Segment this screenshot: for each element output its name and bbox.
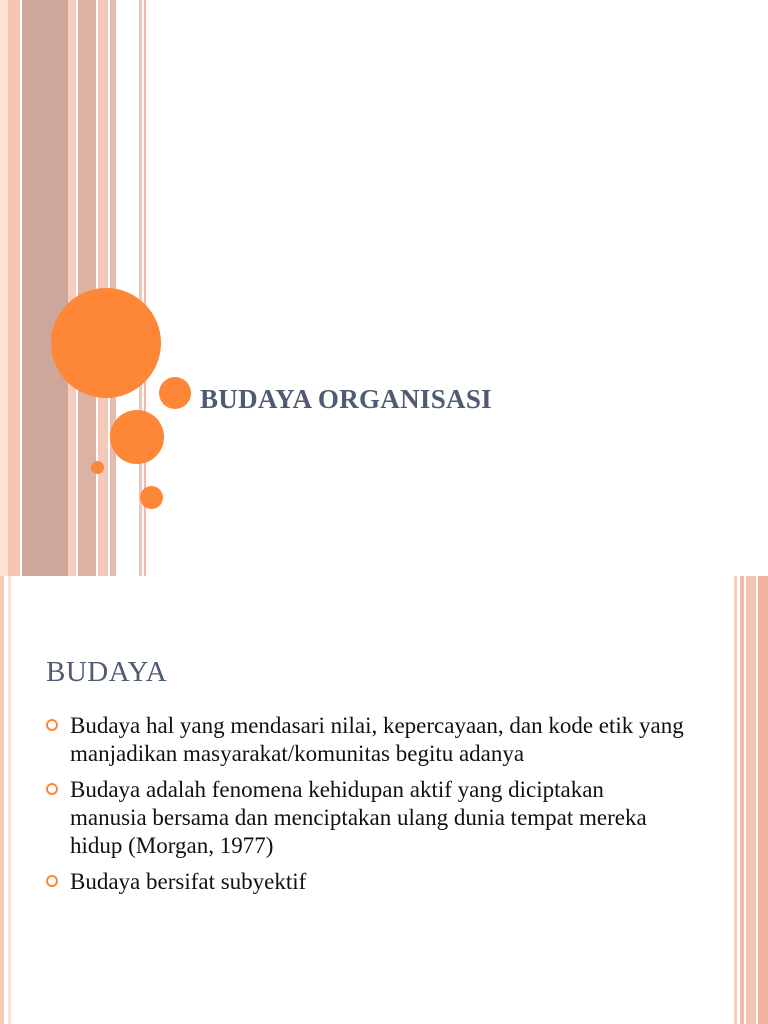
- stripe-decor: [740, 576, 744, 1024]
- stripe-decor: [734, 576, 737, 1024]
- stripe-decor: [758, 576, 768, 1024]
- list-item: [46, 712, 686, 768]
- bullet-circle-icon: [46, 875, 58, 887]
- bullet-text: Budaya hal yang mendasari nilai, kepercayaan, dan kode etik yang manjadikan masyarakat/komunitas begitu adanya: [70, 713, 684, 766]
- bullet-circle-icon: [46, 719, 58, 731]
- list-item: [46, 868, 686, 896]
- stripe-decor: [8, 0, 20, 576]
- stripe-decor: [68, 0, 76, 576]
- bullet-text: Budaya adalah fenomena kehidupan aktif yang diciptakan manusia bersama dan menciptakan ulang dunia tempat mereka hidup (Morgan, 1977): [70, 777, 647, 858]
- stripe-decor: [22, 0, 68, 576]
- bullet-list: [46, 712, 686, 904]
- stripe-decor: [78, 0, 96, 576]
- decor-circle-small: [140, 486, 163, 509]
- decor-circle-medium: [110, 410, 164, 464]
- decor-circle-small: [159, 377, 191, 409]
- stripe-decor: [0, 576, 4, 1024]
- bullet-text: Budaya bersifat subyektif: [70, 869, 307, 894]
- stripe-decor: [0, 0, 8, 576]
- decor-circle-tiny: [91, 461, 104, 474]
- slide-title: BUDAYA ORGANISASI: [200, 384, 492, 414]
- slide-heading: BUDAYA: [46, 656, 168, 688]
- list-item: [46, 776, 686, 860]
- stripe-decor: [8, 576, 11, 1024]
- bullet-circle-icon: [46, 783, 58, 795]
- decor-circle-large: [51, 288, 161, 398]
- stripe-decor: [746, 576, 756, 1024]
